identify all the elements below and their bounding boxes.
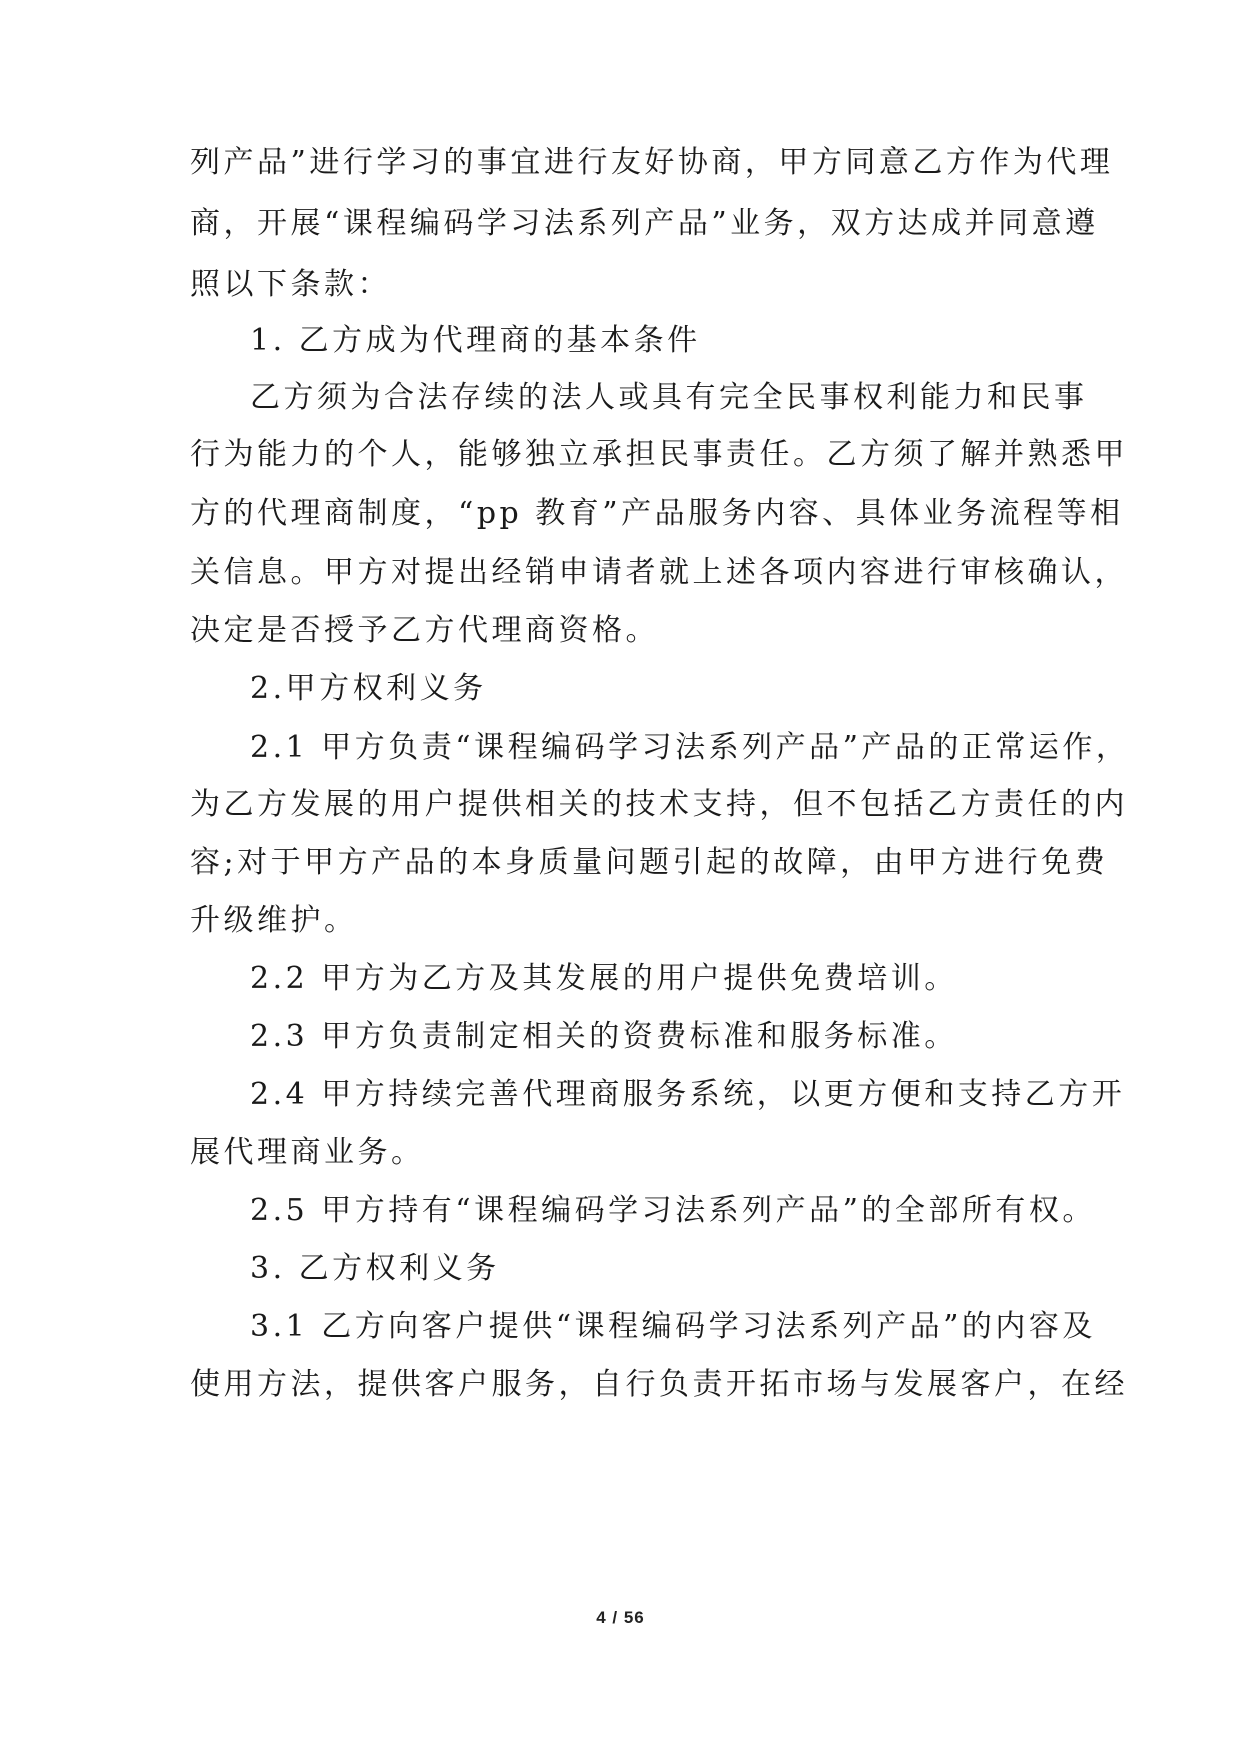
body-text-line: 展代理商业务。	[190, 1135, 425, 1170]
clause-2-4: 2.4 甲方持续完善代理商服务系统，以更方便和支持乙方开	[250, 1077, 1126, 1112]
body-text-line: 列产品”进行学习的事宜进行友好协商，甲方同意乙方作为代理	[190, 145, 1114, 180]
body-text-line: 乙方须为合法存续的法人或具有完全民事权利能力和民事	[250, 380, 1088, 415]
body-text-line: 为乙方发展的用户提供相关的技术支持，但不包括乙方责任的内	[190, 787, 1128, 822]
body-text-line: 决定是否授予乙方代理商资格。	[190, 613, 659, 648]
body-text-line: 升级维护。	[190, 903, 358, 938]
body-text-line: 使用方法，提供客户服务，自行负责开拓市场与发展客户，在经	[190, 1367, 1128, 1402]
body-text-line: 行为能力的个人，能够独立承担民事责任。乙方须了解并熟悉甲	[190, 437, 1128, 472]
body-text-line: 商，开展“课程编码学习法系列产品”业务，双方达成并同意遵	[190, 206, 1099, 241]
section-heading-1: 1. 乙方成为代理商的基本条件	[250, 323, 701, 358]
clause-3-1: 3.1 乙方向客户提供“课程编码学习法系列产品”的内容及	[250, 1309, 1096, 1344]
body-text-line: 容;对于甲方产品的本身质量问题引起的故障，由甲方进行免费	[190, 845, 1109, 880]
clause-2-2: 2.2 甲方为乙方及其发展的用户提供免费培训。	[250, 961, 958, 996]
body-text-line: 照以下条款：	[190, 267, 391, 302]
page-number: 4 / 56	[596, 1608, 645, 1627]
clause-2-1: 2.1 甲方负责“课程编码学习法系列产品”产品的正常运作，	[250, 730, 1130, 765]
section-heading-2: 2.甲方权利义务	[250, 671, 487, 706]
clause-2-3: 2.3 甲方负责制定相关的资费标准和服务标准。	[250, 1019, 958, 1054]
clause-2-5: 2.5 甲方持有“课程编码学习法系列产品”的全部所有权。	[250, 1193, 1096, 1228]
body-text-line: 关信息。甲方对提出经销申请者就上述各项内容进行审核确认，	[190, 555, 1128, 590]
body-text-line: 方的代理商制度，“pp 教育”产品服务内容、具体业务流程等相	[190, 496, 1124, 531]
section-heading-3: 3. 乙方权利义务	[250, 1251, 500, 1286]
